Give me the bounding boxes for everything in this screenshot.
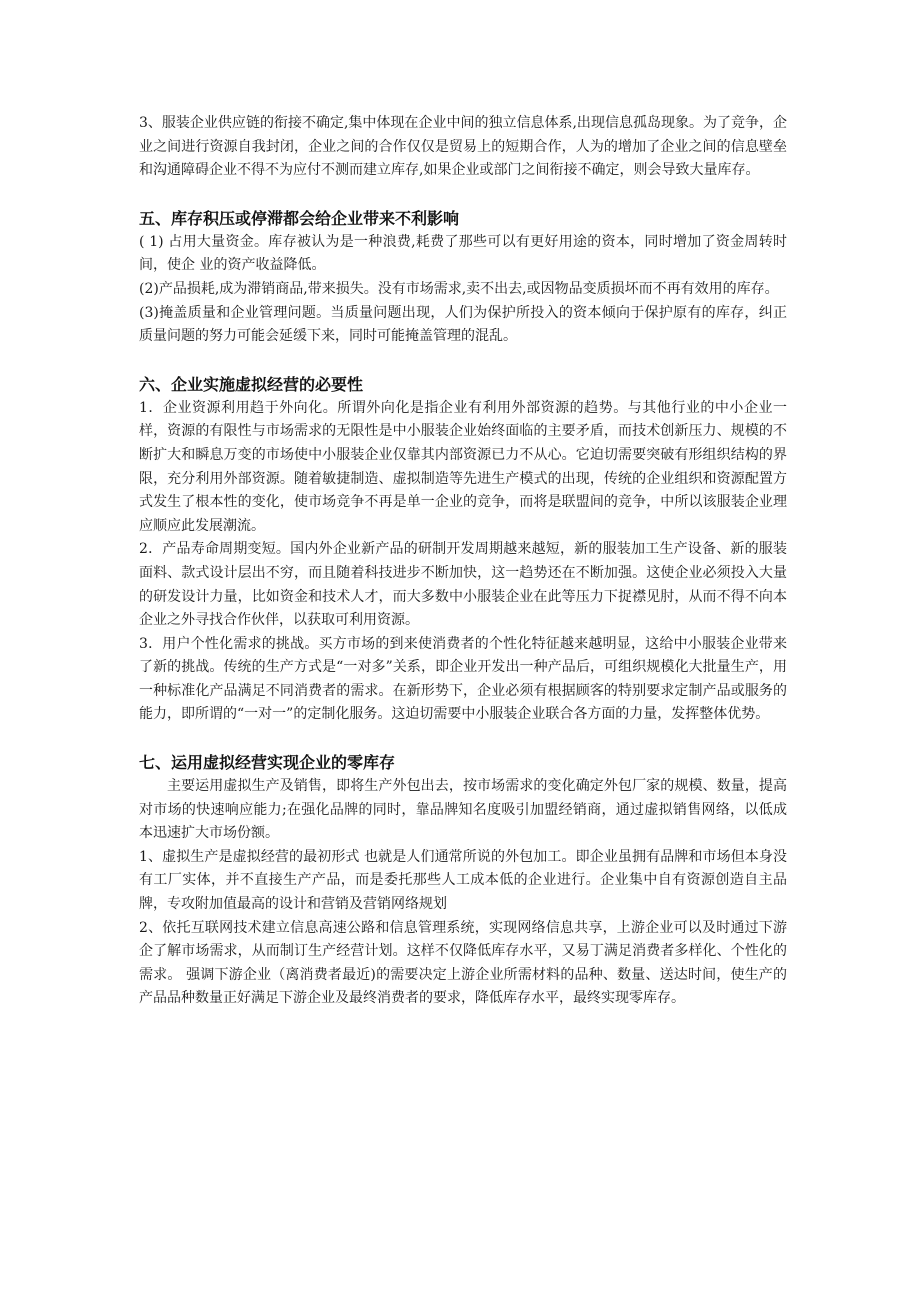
section7-intro: 主要运用虚拟生产及销售，即将生产外包出去，按市场需求的变化确定外包厂家的规模、数量，提高对市场的快速响应能力;在强化品牌的同时，靠品牌知名度吸引加盟经销商，通过虚拟销售网络，以低成本迅速扩大市场份额。 xyxy=(139,778,787,842)
section6-paragraph-3: 3．用户个性化需求的挑战。买方市场的到来使消费者的个性化特征越来越明显，这给中小服装企业带来了新的挑战。传统的生产方式是“一对多”关系，即企业开发出一种产品后，可组织规模化大批量生产，用一种标准化产品满足不同消费者的需求。在新形势下，企业必须有根据顾客的特别要求定制产品或服务的能力，即所谓的“一对一”的定制化服务。这迫切需要中小服装企业联合各方面的力量，发挥整体优势。 xyxy=(139,635,787,723)
section7-paragraph-1: 1、虚拟生产是虚拟经营的最初形式 也就是人们通常所说的外包加工。即企业虽拥有品牌和市场但本身没有工厂实体，并不直接生产产品，而是委托那些人工成本低的企业进行。企业集中自有资源创造自主品牌，专攻附加值最高的设计和营销及营销网络规划 xyxy=(139,848,787,913)
section5-paragraph-3: (3)掩盖质量和企业管理问题。当质量问题出现，人们为保护所投入的资本倾向于保护原有的库存，纠正质量问题的努力可能会延缓下来，同时可能掩盖管理的混乱。 xyxy=(139,304,787,345)
intro-paragraph: 3、服装企业供应链的衔接不确定,集中体现在企业中间的独立信息体系,出现信息孤岛现象。为了竞争，企业之间进行资源自我封闭，企业之间的合作仅仅是贸易上的短期合作，人为的增加了企业之间的信息壁垒和沟通障碍企业不得不为应付不测而建立库存,如果企业或部门之间衔接不确定，则会导致大量库存。 xyxy=(139,115,787,179)
section5-heading: 五、库存积压或停滞都会给企业带来不利影响 xyxy=(139,208,460,228)
document-page xyxy=(139,112,787,1011)
section7-heading: 七、运用虚拟经营实现企业的零库存 xyxy=(139,753,396,773)
section6-paragraph-2: 2．产品寿命周期变短。国内外企业新产品的研制开发周期越来越短，新的服装加工生产设备、新的服装面料、款式设计层出不穷，而且随着科技进步不断加快，这一趋势还在不断加强。这使企业必须投入大量的研发设计力量，比如资金和技术人才，而大多数中小服装企业在此等压力下捉襟见肘，从而不得不向本企业之外寻找合作伙伴，以获取可利用资源。 xyxy=(139,541,787,629)
section5-paragraph-2: (2)产品损耗,成为滞销商品,带来损失。没有市场需求,卖不出去,或因物品变质损坏而不再有效用的库存。 xyxy=(139,280,779,297)
section6-paragraph-1: 1．企业资源利用趋于外向化。所谓外向化是指企业有利用外部资源的趋势。与其他行业的中小企业一样，资源的有限性与市场需求的无限性是中小服装企业始终面临的主要矛盾，而技术创新压力、规模的不断扩大和瞬息万变的市场使中小服装企业仅靠其内部资源已力不从心。它迫切需要突破有形组织结构的界限，充分利用外部资源。随着敏捷制造、虚拟制造等先进生产模式的出现，传统的企业组织和资源配置方式发生了根本性的变化，使市场竞争不再是单一企业的竞争，而将是联盟间的竞争，中所以该服装企业理应顺应此发展潮流。 xyxy=(139,399,787,534)
section5-paragraph-1: ( 1) 占用大量资金。库存被认为是一种浪费,耗费了那些可以有更好用途的资本，同时增加了资金周转时间，使企 业的资产收益降低。 xyxy=(139,233,787,274)
section6-heading: 六、企业实施虚拟经营的必要性 xyxy=(139,374,364,394)
section7-paragraph-2: 2、依托互联网技术建立信息高速公路和信息管理系统，实现网络信息共享，上游企业可以及时通过下游企了解市场需求，从而制订生产经营计划。这样不仅降低库存水平，又易丁满足消费者多样化、个性化的需求。 强调下游企业（离消费者最近)的需要决定上游企业所需材料的品种、数量、送达时间，使生产的产品品种数量正好满足下游企业及最终消费者的要求，降低库存水平，最终实现零库存。 xyxy=(139,919,787,1007)
